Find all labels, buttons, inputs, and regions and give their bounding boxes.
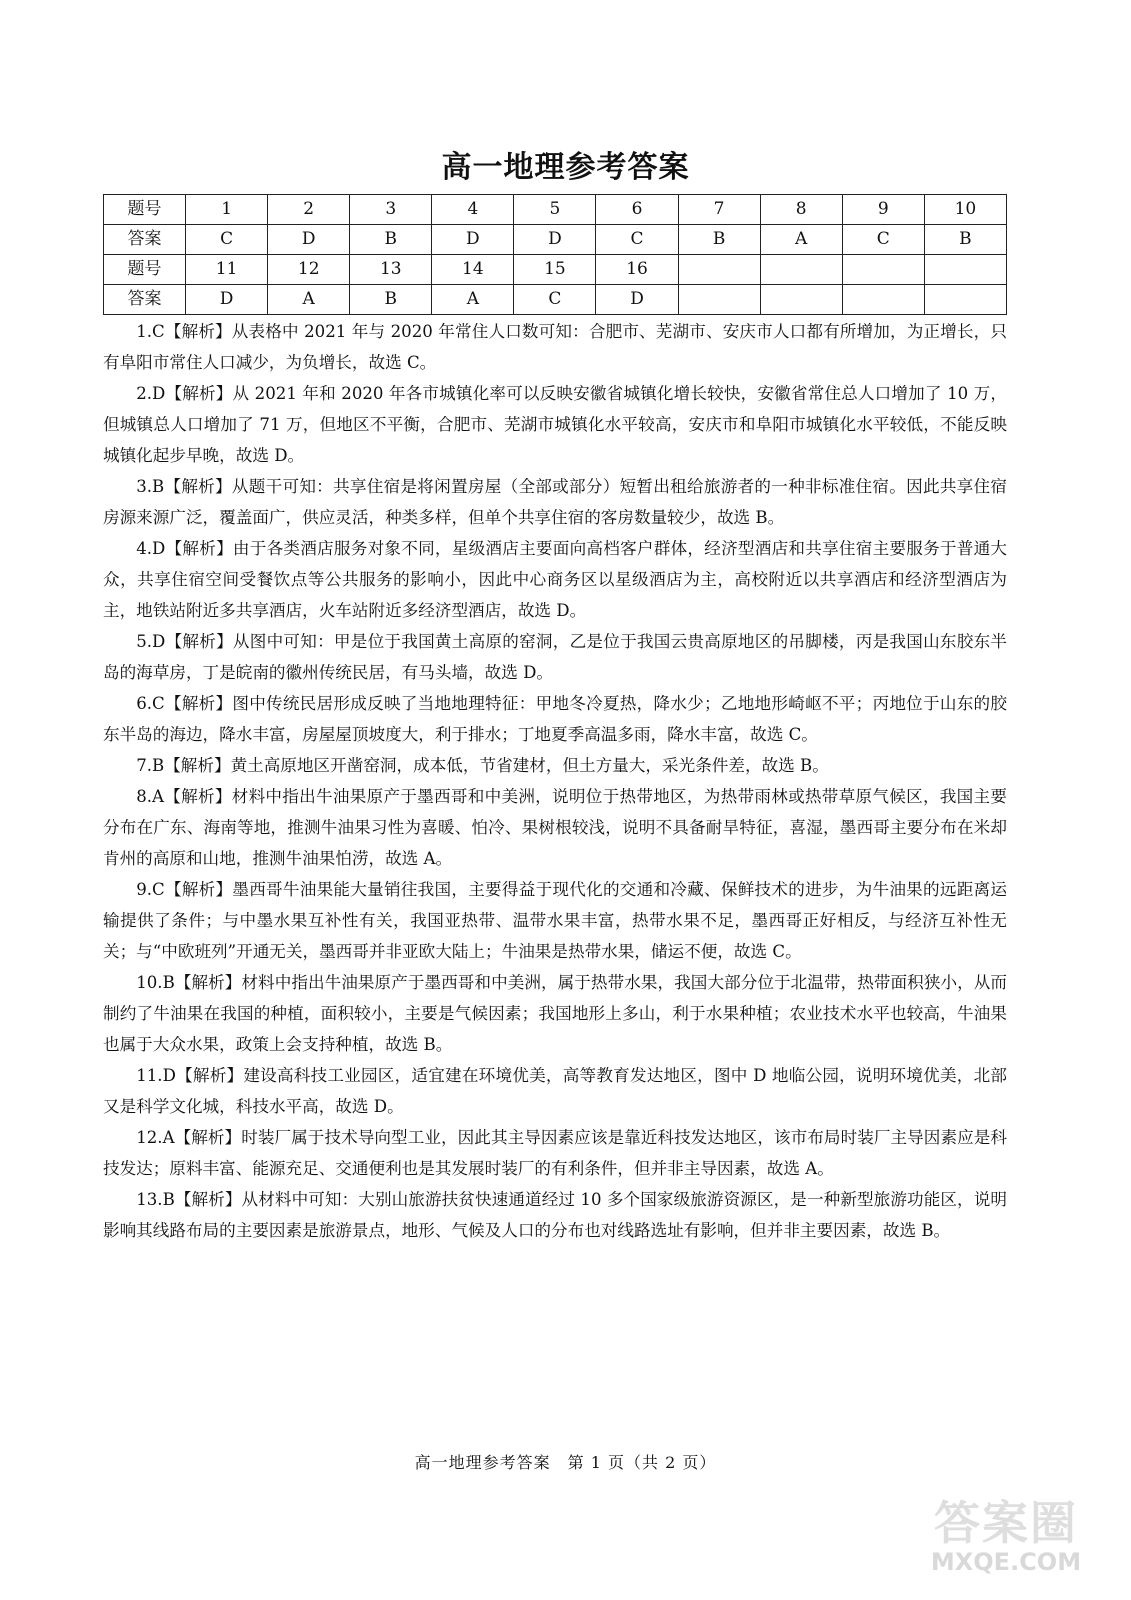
table-cell bbox=[842, 285, 924, 315]
table-cell bbox=[924, 255, 1006, 285]
explanation-item: 7.B【解析】黄土高原地区开凿窑洞，成本低，节省建材，但土方量大，采光条件差，故选 B。 bbox=[136, 756, 829, 775]
table-cell: D bbox=[186, 285, 268, 315]
table-cell: D bbox=[268, 225, 350, 255]
table-cell bbox=[842, 255, 924, 285]
table-cell: 12 bbox=[268, 255, 350, 285]
row-header-cell: 题号 bbox=[104, 195, 186, 225]
explanation-item: 11.D【解析】建设高科技工业园区，适宜建在环境优美，高等教育发达地区，图中 D 地临公园，说明环境优美，北部又是科学文化城，科技水平高，故选 D。 bbox=[103, 1066, 1007, 1116]
explanation-item: 10.B【解析】材料中指出牛油果原产于墨西哥和中美洲，属于热带水果，我国大部分位于北温带，热带面积狭小，从而制约了牛油果在我国的种植，面积较小，主要是气候因素；我国地形上多山，利于水果种植；农业技术水平也较高，牛油果也属于大众水果，政策上会支持种植，故选 B。 bbox=[103, 973, 1007, 1054]
table-cell: 2 bbox=[268, 195, 350, 225]
table-cell: 4 bbox=[432, 195, 514, 225]
table-cell: B bbox=[350, 225, 432, 255]
row-header-cell: 答案 bbox=[104, 225, 186, 255]
table-cell: C bbox=[514, 285, 596, 315]
explanation-item: 8.A【解析】材料中指出牛油果原产于墨西哥和中美洲，说明位于热带地区，为热带雨林或热带草原气候区，我国主要分布在广东、海南等地，推测牛油果习性为喜暖、怕冷、果树根较浅，说明不具备耐旱特征，喜湿，墨西哥主要分布在米却肯州的高原和山地，推测牛油果怕涝，故选 A。 bbox=[103, 787, 1007, 868]
table-cell: D bbox=[596, 285, 678, 315]
table-cell: C bbox=[186, 225, 268, 255]
table-cell: B bbox=[924, 225, 1006, 255]
table-cell: 14 bbox=[432, 255, 514, 285]
explanation-item: 13.B【解析】从材料中可知：大别山旅游扶贫快速通道经过 10 多个国家级旅游资源区，是一种新型旅游功能区，说明影响其线路布局的主要因素是旅游景点，地形、气候及人口的分布也对线路选址有影响，但并非主要因素，故选 B。 bbox=[103, 1190, 1007, 1240]
table-cell: 5 bbox=[514, 195, 596, 225]
table-cell: A bbox=[760, 225, 842, 255]
explanation-item: 9.C【解析】墨西哥牛油果能大量销往我国，主要得益于现代化的交通和冷藏、保鲜技术的进步，为牛油果的远距离运输提供了条件；与中墨水果互补性有关，我国亚热带、温带水果丰富，热带水果不足，墨西哥正好相反，与经济互补性无关；与“中欧班列”开通无关，墨西哥并非亚欧大陆上；牛油果是热带水果，储运不便，故选 C。 bbox=[103, 880, 1007, 961]
table-cell: C bbox=[842, 225, 924, 255]
watermark-logo bbox=[911, 1497, 1101, 1582]
table-cell bbox=[924, 285, 1006, 315]
table-row bbox=[104, 285, 1007, 315]
row-header-cell: 题号 bbox=[104, 255, 186, 285]
explanation-item: 5.D【解析】从图中可知：甲是位于我国黄土高原的窑洞，乙是位于我国云贵高原地区的吊脚楼，丙是我国山东胶东半岛的海草房，丁是皖南的徽州传统民居，有马头墙，故选 D。 bbox=[103, 632, 1007, 682]
table-cell bbox=[678, 285, 760, 315]
row-header-cell: 答案 bbox=[104, 285, 186, 315]
table-cell bbox=[760, 285, 842, 315]
table-row bbox=[104, 195, 1007, 225]
table-cell: 13 bbox=[350, 255, 432, 285]
table-cell bbox=[678, 255, 760, 285]
table-cell bbox=[760, 255, 842, 285]
explanations bbox=[103, 316, 1007, 1246]
table-row bbox=[104, 225, 1007, 255]
explanation-item: 4.D【解析】由于各类酒店服务对象不同，星级酒店主要面向高档客户群体，经济型酒店和共享住宿主要服务于普通大众，共享住宿空间受餐饮点等公共服务的影响小，因此中心商务区以星级酒店为主，高校附近以共享酒店和经济型酒店为主，地铁站附近多共享酒店，火车站附近多经济型酒店，故选 D。 bbox=[103, 539, 1007, 620]
table-cell: 7 bbox=[678, 195, 760, 225]
table-cell: B bbox=[350, 285, 432, 315]
page-title: 高一地理参考答案 bbox=[441, 150, 690, 185]
answer-table bbox=[103, 194, 1007, 315]
watermark-url: MXQE.COM bbox=[930, 1548, 1082, 1576]
table-cell: 11 bbox=[186, 255, 268, 285]
explanation-item: 2.D【解析】从 2021 年和 2020 年各市城镇化率可以反映安徽省城镇化增长较快，安徽省常住总人口增加了 10 万，但城镇总人口增加了 71 万，但地区不平衡，合肥市、芜湖市城镇化水平较高，安庆市和阜阳市城镇化水平较低，不能反映城镇化起步早晚，故选 D。 bbox=[103, 384, 1007, 465]
table-row bbox=[104, 255, 1007, 285]
watermark-mark: 答案圈 bbox=[934, 1496, 1078, 1550]
table-cell: 16 bbox=[596, 255, 678, 285]
table-cell: A bbox=[432, 285, 514, 315]
table-cell: D bbox=[432, 225, 514, 255]
table-cell: 3 bbox=[350, 195, 432, 225]
table-cell: 9 bbox=[842, 195, 924, 225]
explanation-item: 12.A【解析】时装厂属于技术导向型工业，因此其主导因素应该是靠近科技发达地区，该市布局时装厂主导因素应是科技发达；原料丰富、能源充足、交通便利也是其发展时装厂的有利条件，但并非主导因素，故选 A。 bbox=[103, 1128, 1007, 1178]
table-cell: 15 bbox=[514, 255, 596, 285]
explanation-item: 1.C【解析】从表格中 2021 年与 2020 年常住人口数可知：合肥市、芜湖市、安庆市人口都有所增加，为正增长，只有阜阳市常住人口减少，为负增长，故选 C。 bbox=[103, 322, 1007, 372]
table-cell: 8 bbox=[760, 195, 842, 225]
table-cell: 1 bbox=[186, 195, 268, 225]
table-cell: 10 bbox=[924, 195, 1006, 225]
table-cell: D bbox=[514, 225, 596, 255]
table-cell: A bbox=[268, 285, 350, 315]
explanation-item: 6.C【解析】图中传统民居形成反映了当地地理特征：甲地冬冷夏热，降水少；乙地地形崎岖不平；丙地位于山东的胶东半岛的海边，降水丰富，房屋屋顶坡度大，利于排水；丁地夏季高温多雨，降水丰富，故选 C。 bbox=[103, 694, 1007, 744]
page-footer: 高一地理参考答案 第 1 页（共 2 页） bbox=[414, 1453, 717, 1472]
table-cell: 6 bbox=[596, 195, 678, 225]
table-cell: C bbox=[596, 225, 678, 255]
explanation-item: 3.B【解析】从题干可知：共享住宿是将闲置房屋（全部或部分）短暂出租给旅游者的一种非标准住宿。因此共享住宿房源来源广泛，覆盖面广，供应灵活，种类多样，但单个共享住宿的客房数量较少，故选 B。 bbox=[103, 477, 1007, 527]
table-cell: B bbox=[678, 225, 760, 255]
